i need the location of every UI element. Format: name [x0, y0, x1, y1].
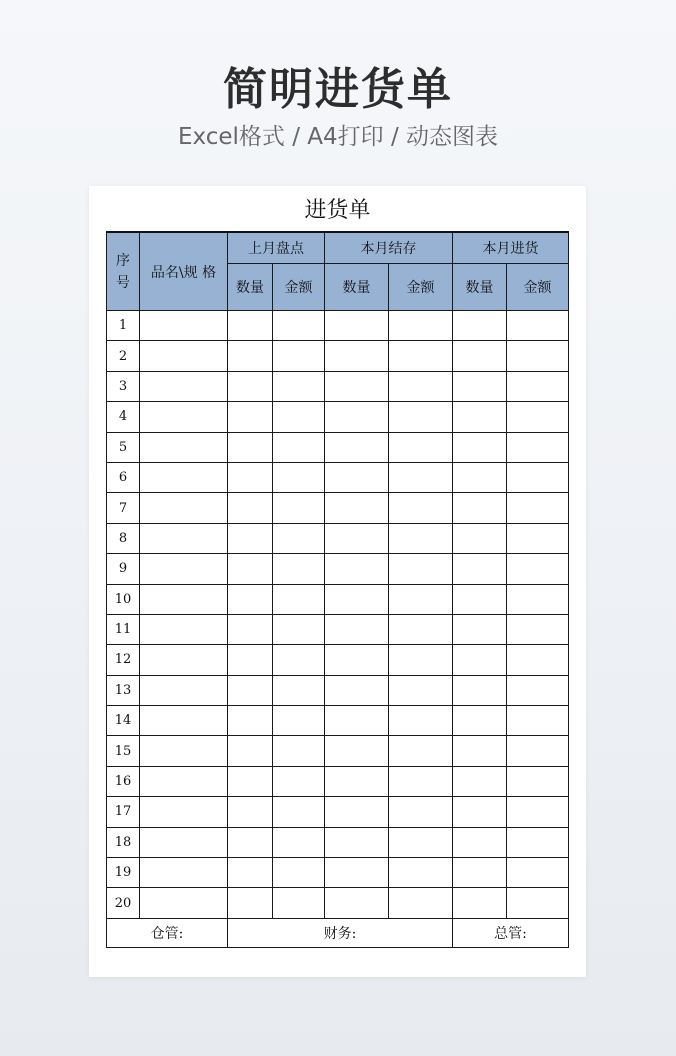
table-cell[interactable] — [140, 371, 228, 401]
table-cell[interactable] — [228, 675, 273, 705]
table-cell[interactable] — [140, 341, 228, 371]
manager-signature: 总管: — [453, 918, 569, 947]
table-cell[interactable] — [325, 432, 389, 462]
table-cell[interactable] — [453, 402, 507, 432]
table-cell[interactable] — [325, 462, 389, 492]
table-cell[interactable] — [325, 614, 389, 644]
table-cell[interactable] — [140, 493, 228, 523]
table-cell[interactable] — [273, 341, 325, 371]
table-cell[interactable] — [273, 736, 325, 766]
table-cell[interactable] — [453, 341, 507, 371]
table-cell[interactable] — [453, 827, 507, 857]
table-cell[interactable] — [507, 736, 569, 766]
table-cell[interactable] — [140, 736, 228, 766]
row-index: 16 — [107, 766, 140, 796]
table-cell[interactable] — [389, 584, 453, 614]
warehouse-signature: 仓管: — [107, 918, 228, 947]
table-cell[interactable] — [389, 675, 453, 705]
table-cell[interactable] — [325, 645, 389, 675]
table-cell[interactable] — [389, 554, 453, 584]
table-cell[interactable] — [325, 858, 389, 888]
table-row — [107, 311, 569, 341]
table-cell[interactable] — [273, 888, 325, 918]
table-row — [107, 797, 569, 827]
table-row — [107, 614, 569, 644]
table-cell[interactable] — [228, 888, 273, 918]
table-cell[interactable] — [273, 675, 325, 705]
table-cell[interactable] — [140, 554, 228, 584]
table-cell[interactable] — [140, 797, 228, 827]
table-cell[interactable] — [228, 706, 273, 736]
table-cell[interactable] — [453, 858, 507, 888]
table-cell[interactable] — [140, 706, 228, 736]
row-index: 14 — [107, 706, 140, 736]
index-header-line1: 序 — [116, 252, 130, 269]
row-index: 7 — [107, 493, 140, 523]
row-index: 15 — [107, 736, 140, 766]
table-row — [107, 432, 569, 462]
document-title: 进货单 — [304, 198, 371, 223]
table-row — [107, 371, 569, 401]
table-row — [107, 462, 569, 492]
row-index: 2 — [107, 341, 140, 371]
finance-signature: 财务: — [228, 918, 453, 947]
table-cell[interactable] — [453, 371, 507, 401]
table-cell[interactable] — [507, 523, 569, 553]
table-cell[interactable] — [389, 736, 453, 766]
table-cell[interactable] — [507, 675, 569, 705]
table-cell[interactable] — [389, 888, 453, 918]
table-cell[interactable] — [140, 858, 228, 888]
table-cell[interactable] — [325, 554, 389, 584]
row-index: 1 — [107, 311, 140, 341]
signature-row — [107, 918, 569, 947]
table-cell[interactable] — [140, 614, 228, 644]
table-cell[interactable] — [389, 402, 453, 432]
table-cell[interactable] — [507, 827, 569, 857]
table-cell[interactable] — [325, 766, 389, 796]
table-cell[interactable] — [453, 523, 507, 553]
table-cell[interactable] — [273, 706, 325, 736]
table-cell[interactable] — [325, 402, 389, 432]
row-index: 5 — [107, 432, 140, 462]
qty-header: 数量 — [453, 264, 507, 311]
table-cell[interactable] — [228, 858, 273, 888]
table-cell[interactable] — [273, 797, 325, 827]
row-index: 10 — [107, 584, 140, 614]
table-cell[interactable] — [507, 888, 569, 918]
table-cell[interactable] — [453, 645, 507, 675]
table-cell[interactable] — [507, 341, 569, 371]
table-cell[interactable] — [389, 614, 453, 644]
table-cell[interactable] — [273, 766, 325, 796]
table-cell[interactable] — [140, 432, 228, 462]
table-cell[interactable] — [389, 797, 453, 827]
table-cell[interactable] — [140, 888, 228, 918]
row-index: 18 — [107, 827, 140, 857]
table-row — [107, 523, 569, 553]
table-cell[interactable] — [325, 341, 389, 371]
table-cell[interactable] — [389, 462, 453, 492]
row-index: 9 — [107, 554, 140, 584]
table-cell[interactable] — [389, 432, 453, 462]
table-cell[interactable] — [507, 493, 569, 523]
table-cell[interactable] — [325, 311, 389, 341]
table-cell[interactable] — [507, 858, 569, 888]
row-index: 11 — [107, 614, 140, 644]
table-cell[interactable] — [228, 645, 273, 675]
table-cell[interactable] — [389, 371, 453, 401]
table-cell[interactable] — [273, 432, 325, 462]
purchase-ledger-table — [106, 231, 569, 948]
table-cell[interactable] — [273, 371, 325, 401]
qty-header: 数量 — [228, 264, 273, 311]
table-cell[interactable] — [140, 311, 228, 341]
table-cell[interactable] — [507, 614, 569, 644]
name-spec-column-header: 品名\规 格 — [140, 232, 228, 311]
table-cell[interactable] — [140, 523, 228, 553]
table-cell[interactable] — [325, 888, 389, 918]
table-cell[interactable] — [325, 706, 389, 736]
table-cell[interactable] — [228, 402, 273, 432]
ledger-body — [107, 311, 569, 919]
table-cell[interactable] — [273, 584, 325, 614]
header-row-1 — [107, 232, 569, 264]
table-cell[interactable] — [507, 766, 569, 796]
table-cell[interactable] — [507, 311, 569, 341]
table-cell[interactable] — [325, 523, 389, 553]
table-cell[interactable] — [389, 645, 453, 675]
group-header-last-month-stock: 上月盘点 — [228, 232, 325, 264]
table-cell[interactable] — [273, 554, 325, 584]
qty-header: 数量 — [325, 264, 389, 311]
table-cell[interactable] — [389, 523, 453, 553]
table-cell[interactable] — [140, 402, 228, 432]
row-index: 8 — [107, 523, 140, 553]
table-cell[interactable] — [325, 797, 389, 827]
amount-header: 金额 — [389, 264, 453, 311]
table-row — [107, 584, 569, 614]
table-cell[interactable] — [228, 797, 273, 827]
row-index: 19 — [107, 858, 140, 888]
table-row — [107, 402, 569, 432]
table-cell[interactable] — [325, 827, 389, 857]
table-cell[interactable] — [453, 493, 507, 523]
table-cell[interactable] — [228, 493, 273, 523]
table-cell[interactable] — [389, 827, 453, 857]
table-cell[interactable] — [453, 797, 507, 827]
table-cell[interactable] — [228, 311, 273, 341]
table-row — [107, 706, 569, 736]
table-row — [107, 341, 569, 371]
group-header-this-month-balance: 本月结存 — [325, 232, 453, 264]
table-cell[interactable] — [389, 858, 453, 888]
table-row — [107, 858, 569, 888]
table-cell[interactable] — [453, 706, 507, 736]
table-row — [107, 888, 569, 918]
amount-header: 金额 — [273, 264, 325, 311]
row-index: 4 — [107, 402, 140, 432]
table-cell[interactable] — [228, 827, 273, 857]
table-cell[interactable] — [507, 797, 569, 827]
table-cell[interactable] — [228, 554, 273, 584]
table-cell[interactable] — [273, 402, 325, 432]
table-cell[interactable] — [228, 766, 273, 796]
table-cell[interactable] — [140, 675, 228, 705]
table-cell[interactable] — [325, 584, 389, 614]
table-cell[interactable] — [273, 311, 325, 341]
amount-header: 金额 — [507, 264, 569, 311]
table-cell[interactable] — [228, 462, 273, 492]
table-cell[interactable] — [273, 645, 325, 675]
table-cell[interactable] — [389, 311, 453, 341]
table-cell[interactable] — [140, 462, 228, 492]
table-cell[interactable] — [507, 554, 569, 584]
table-row — [107, 827, 569, 857]
index-column-header — [107, 232, 140, 311]
table-cell[interactable] — [325, 371, 389, 401]
group-header-this-month-purchase: 本月进货 — [453, 232, 569, 264]
table-cell[interactable] — [389, 766, 453, 796]
table-cell[interactable] — [325, 675, 389, 705]
table-cell[interactable] — [273, 493, 325, 523]
table-cell[interactable] — [507, 645, 569, 675]
table-cell[interactable] — [325, 736, 389, 766]
table-cell[interactable] — [507, 584, 569, 614]
table-cell[interactable] — [453, 614, 507, 644]
table-cell[interactable] — [140, 827, 228, 857]
table-row — [107, 493, 569, 523]
table-cell[interactable] — [273, 614, 325, 644]
table-cell[interactable] — [140, 766, 228, 796]
table-cell[interactable] — [453, 766, 507, 796]
table-cell[interactable] — [507, 432, 569, 462]
row-index: 6 — [107, 462, 140, 492]
table-cell[interactable] — [325, 493, 389, 523]
table-cell[interactable] — [228, 432, 273, 462]
index-header-line2: 号 — [116, 274, 130, 291]
table-cell[interactable] — [453, 888, 507, 918]
table-row — [107, 766, 569, 796]
row-index: 12 — [107, 645, 140, 675]
table-cell[interactable] — [273, 858, 325, 888]
table-cell[interactable] — [140, 645, 228, 675]
table-row — [107, 736, 569, 766]
row-index: 13 — [107, 675, 140, 705]
table-cell[interactable] — [507, 371, 569, 401]
table-cell[interactable] — [453, 311, 507, 341]
table-cell[interactable] — [453, 736, 507, 766]
table-cell[interactable] — [453, 432, 507, 462]
table-cell[interactable] — [389, 341, 453, 371]
table-cell[interactable] — [389, 706, 453, 736]
table-cell[interactable] — [453, 584, 507, 614]
page-title: 简明进货单 — [223, 64, 453, 115]
table-cell[interactable] — [228, 736, 273, 766]
table-cell[interactable] — [140, 584, 228, 614]
row-index: 17 — [107, 797, 140, 827]
table-cell[interactable] — [507, 462, 569, 492]
table-cell[interactable] — [228, 523, 273, 553]
table-cell[interactable] — [228, 341, 273, 371]
row-index: 20 — [107, 888, 140, 918]
table-cell[interactable] — [273, 462, 325, 492]
table-cell[interactable] — [273, 827, 325, 857]
table-cell[interactable] — [453, 462, 507, 492]
table-row — [107, 675, 569, 705]
table-cell[interactable] — [507, 402, 569, 432]
table-cell[interactable] — [273, 523, 325, 553]
table-row — [107, 645, 569, 675]
table-cell[interactable] — [507, 706, 569, 736]
table-row — [107, 554, 569, 584]
table-cell[interactable] — [389, 493, 453, 523]
row-index: 3 — [107, 371, 140, 401]
table-cell[interactable] — [228, 371, 273, 401]
table-cell[interactable] — [453, 554, 507, 584]
table-cell[interactable] — [228, 614, 273, 644]
page-subtitle: Excel格式 / A4打印 / 动态图表 — [177, 124, 499, 150]
sheet-preview — [89, 186, 586, 977]
table-cell[interactable] — [453, 675, 507, 705]
table-cell[interactable] — [228, 584, 273, 614]
